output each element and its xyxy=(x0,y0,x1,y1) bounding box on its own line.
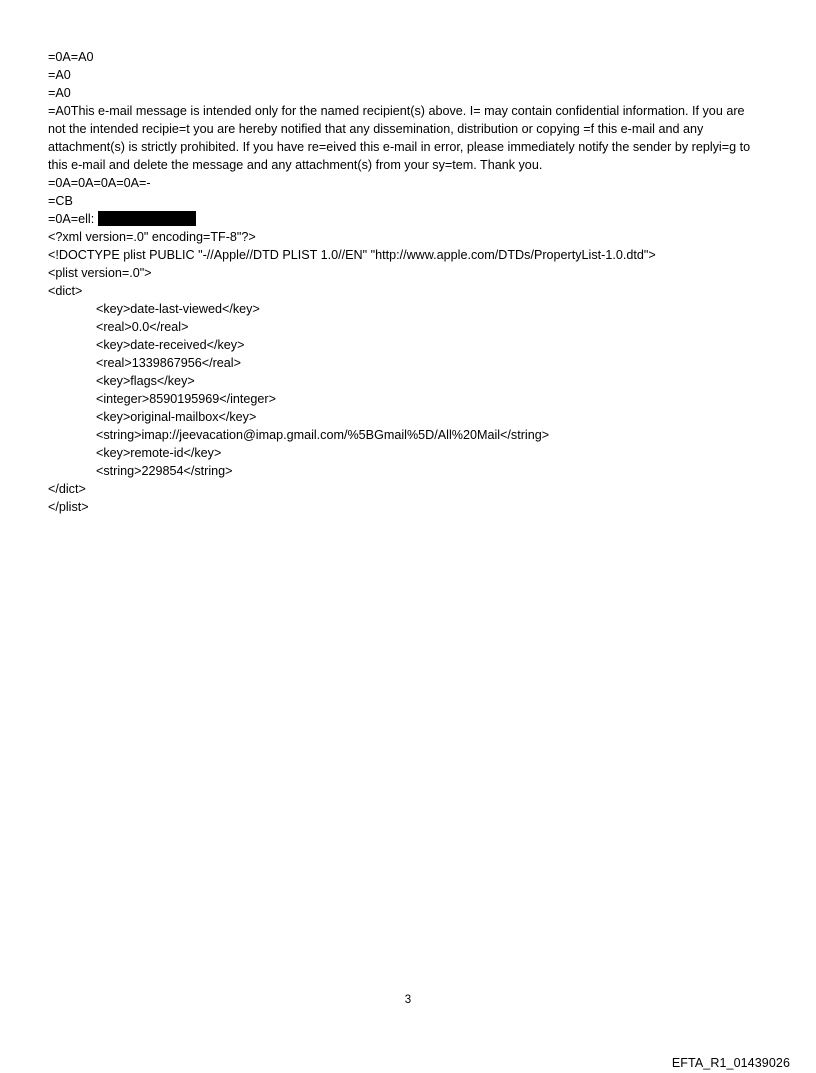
encoded-line-2: =CB xyxy=(48,194,73,208)
plist-close-tag: </plist> xyxy=(48,500,89,514)
encoded-line-1: =0A=0A=0A=0A=- xyxy=(48,176,151,190)
dict-entry: <key>original-mailbox</key> xyxy=(96,410,257,424)
plist-open-tag: <plist version=.0"> xyxy=(48,266,152,280)
dict-entry: <integer>8590195969</integer> xyxy=(96,392,276,406)
cell-label: =0A=ell: xyxy=(48,212,95,226)
redaction-box xyxy=(98,211,196,226)
confidentiality-disclaimer: =A0This e-mail message is intended only for the named recipient(s) above. I= may contain confidential information. If you are not the intended recipie=t you are hereby notified that any dissemination, distribution or copying =f this e-mail and any attachment(s) is strictly prohibited. If you have re=eived this e-mail in error, please immediately notify the sender by replyi=g to this e-mail and delete the message and any attachment(s) from your sy=tem. Thank you. xyxy=(48,104,751,172)
dict-entry: <key>flags</key> xyxy=(96,374,195,388)
header-line-2: =A0 xyxy=(48,68,71,82)
xml-declaration: <?xml version=.0" encoding=TF-8"?> xyxy=(48,230,256,244)
dict-entry: <real>0.0</real> xyxy=(96,320,189,334)
header-line-1: =0A=A0 xyxy=(48,50,94,64)
document-body xyxy=(48,48,768,516)
dict-entry: <string>229854</string> xyxy=(96,464,233,478)
dict-entry: <key>date-received</key> xyxy=(96,338,245,352)
dict-entry: <real>1339867956</real> xyxy=(96,356,241,370)
dict-entry: <key>date-last-viewed</key> xyxy=(96,302,260,316)
dict-close-tag: </dict> xyxy=(48,482,86,496)
cell-line xyxy=(48,210,768,228)
bates-number: EFTA_R1_01439026 xyxy=(671,1056,790,1070)
dict-entry: <string>imap://jeevacation@imap.gmail.com/%5BGmail%5D/All%20Mail</string> xyxy=(96,428,550,442)
dict-entry: <key>remote-id</key> xyxy=(96,446,222,460)
dict-open-tag: <dict> xyxy=(48,284,83,298)
doctype-line: <!DOCTYPE plist PUBLIC "-//Apple//DTD PLIST 1.0//EN" "http://www.apple.com/DTDs/PropertyList-1.0.dtd"> xyxy=(48,248,656,262)
header-line-3: =A0 xyxy=(48,86,71,100)
page-number: 3 xyxy=(404,994,412,1006)
